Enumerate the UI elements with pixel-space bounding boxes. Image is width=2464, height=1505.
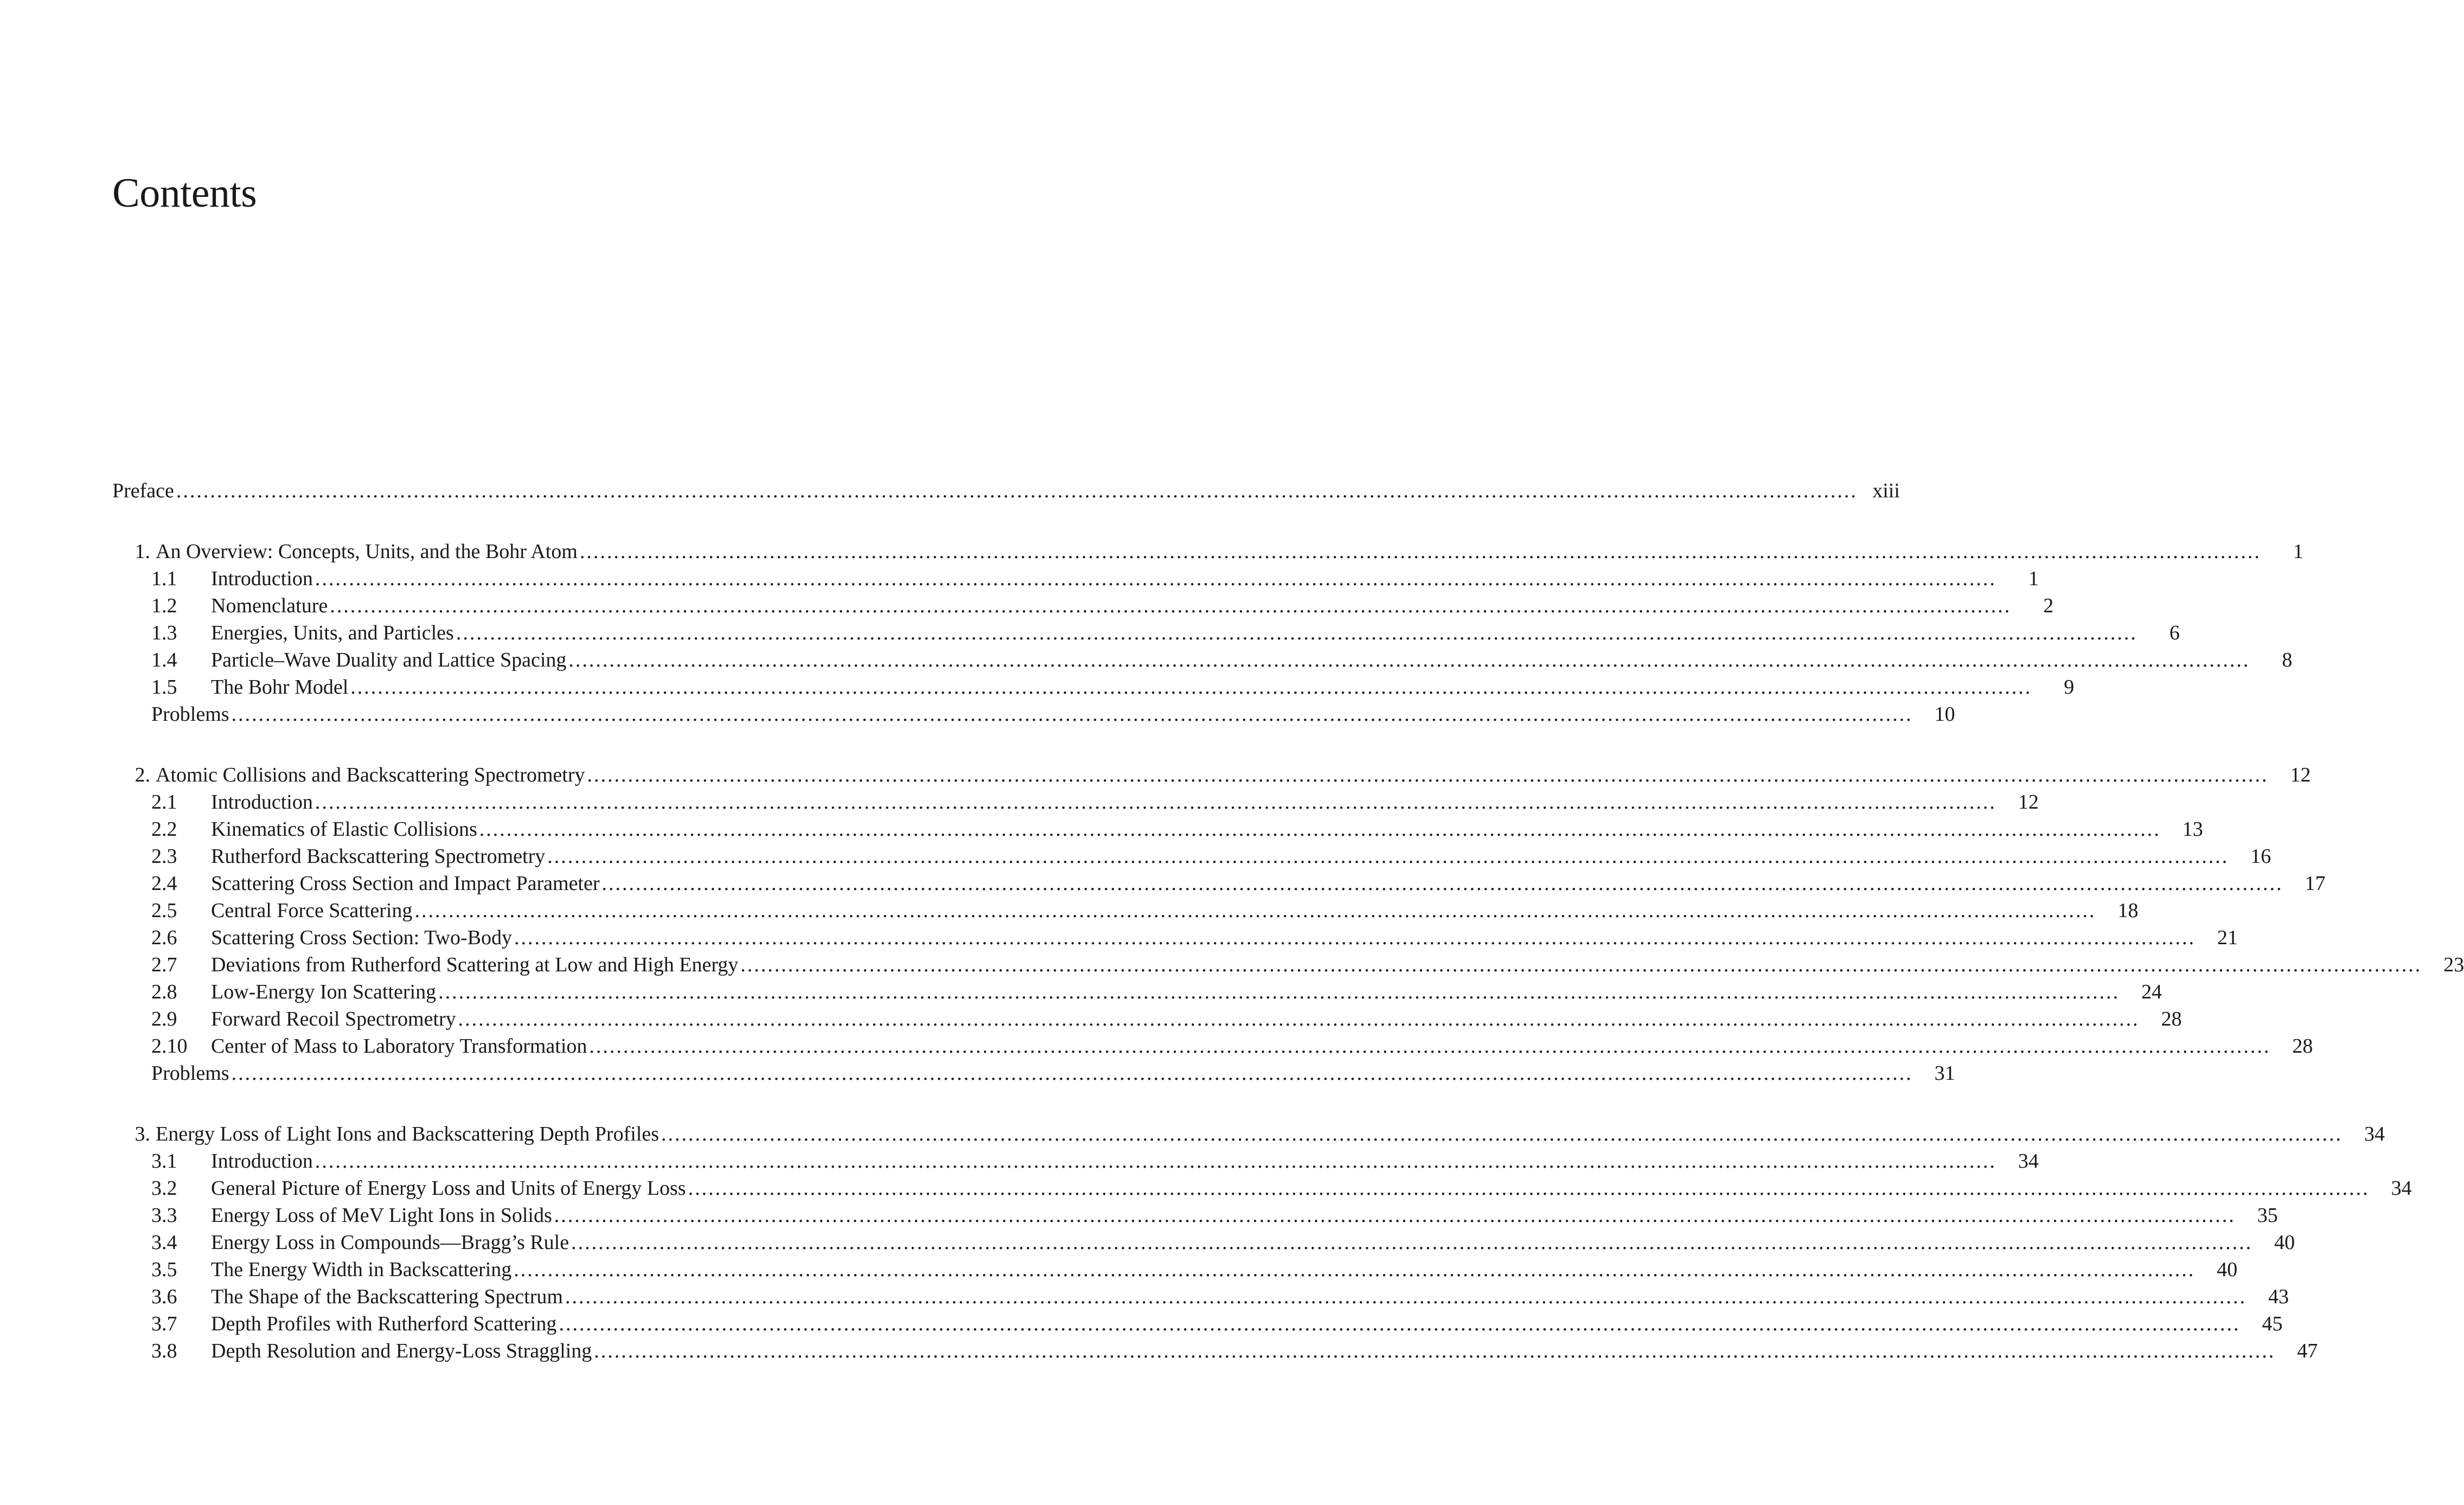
section-title: The Shape of the Backscattering Spectrum (211, 1285, 563, 1308)
dot-leader (740, 951, 2422, 978)
dot-leader (232, 701, 1913, 728)
toc-entry-section[interactable] (112, 870, 2326, 897)
page-number: 1 (2293, 540, 2303, 563)
page-number: 13 (2182, 818, 2203, 841)
preface-label: Preface (112, 479, 174, 502)
page-number: 12 (2290, 764, 2311, 786)
toc-entry-section[interactable] (112, 1033, 2313, 1060)
toc-entry-section[interactable] (112, 1202, 2278, 1229)
section-number: 2.8 (151, 981, 177, 1003)
section-number: 2.4 (151, 872, 177, 895)
section-number: 3.5 (151, 1258, 177, 1281)
dot-leader (438, 978, 2120, 1006)
page-number: 34 (2364, 1123, 2385, 1145)
section-title: The Bohr Model (211, 676, 349, 699)
dot-leader (554, 1202, 2236, 1229)
chapter-spacer (112, 728, 882, 761)
section-number: 1.3 (151, 622, 177, 644)
dot-leader (602, 870, 2283, 897)
toc-entry-section[interactable] (112, 1175, 2412, 1202)
toc-entry-section[interactable] (112, 789, 2039, 816)
page-number: 40 (2217, 1258, 2238, 1281)
section-title: Kinematics of Elastic Collisions (211, 818, 477, 841)
page-number: 9 (2064, 676, 2075, 699)
table-of-contents (112, 477, 2464, 1365)
section-number: 3.2 (151, 1177, 177, 1200)
problems-label: Problems (151, 1062, 229, 1085)
dot-leader (580, 538, 2261, 565)
dot-leader (350, 674, 2032, 701)
page-number: 28 (2161, 1008, 2182, 1030)
toc-entry-section[interactable] (112, 924, 2238, 951)
page-number: 10 (1934, 703, 1955, 726)
dot-leader (661, 1120, 2343, 1148)
toc-entry-section[interactable] (112, 592, 2054, 619)
page-number: 31 (1934, 1062, 1955, 1085)
section-number: 2.9 (151, 1008, 177, 1030)
section-title: Scattering Cross Section and Impact Parameter (211, 872, 600, 895)
section-title: Depth Resolution and Energy-Loss Straggling (211, 1340, 592, 1362)
toc-entry-section[interactable] (112, 1337, 2318, 1365)
page-number: 12 (2018, 791, 2039, 814)
page-number: 21 (2217, 926, 2238, 949)
toc-entry-section[interactable] (112, 619, 2180, 646)
section-title: Energy Loss in Compounds—Bragg’s Rule (211, 1231, 569, 1254)
section-number: 2.6 (151, 926, 177, 949)
section-number: 1.5 (151, 676, 177, 699)
page-number: 6 (2169, 622, 2180, 644)
toc-entry-section[interactable] (112, 674, 2075, 701)
section-number: 1.1 (151, 567, 177, 590)
toc-entry-problems[interactable] (112, 1060, 1955, 1087)
page-number: 1 (2028, 567, 2039, 590)
page-number: 34 (2391, 1177, 2412, 1200)
dot-leader (688, 1175, 2370, 1202)
section-title: Energies, Units, and Particles (211, 622, 454, 644)
section-title: Central Force Scattering (211, 899, 413, 922)
section-number: 3.6 (151, 1285, 177, 1308)
chapter-title: Atomic Collisions and Backscattering Spectrometry (156, 764, 585, 786)
section-title: Depth Profiles with Rutherford Scattering (211, 1312, 557, 1335)
section-number: 3.1 (151, 1150, 177, 1173)
section-title: Rutherford Backscattering Spectrometry (211, 845, 546, 868)
page-number: 28 (2292, 1035, 2313, 1058)
toc-entry-section[interactable] (112, 951, 2464, 978)
chapter-number: 3. (135, 1123, 150, 1145)
page-number: 40 (2274, 1231, 2295, 1254)
toc-entry-preface[interactable] (112, 477, 1900, 504)
dot-leader (547, 843, 2229, 870)
section-number: 3.3 (151, 1204, 177, 1227)
section-number: 1.2 (151, 594, 177, 617)
dot-leader (232, 1060, 1913, 1087)
dot-leader (315, 1148, 1996, 1175)
dot-leader (458, 1006, 2140, 1033)
toc-entry-section[interactable] (112, 646, 2293, 674)
toc-entry-chapter[interactable] (112, 538, 2303, 565)
toc-entry-section[interactable] (112, 1229, 2295, 1256)
section-number: 3.7 (151, 1312, 177, 1335)
section-number: 1.4 (151, 649, 177, 671)
page-number: 8 (2282, 649, 2293, 671)
toc-entry-chapter[interactable] (112, 1120, 2385, 1148)
chapter-title: An Overview: Concepts, Units, and the Bohr Atom (156, 540, 578, 563)
page-number: 43 (2268, 1285, 2289, 1308)
toc-entry-section[interactable] (112, 1310, 2283, 1337)
section-number: 3.4 (151, 1231, 177, 1254)
toc-entry-section[interactable] (112, 1283, 2289, 1310)
chapter-title: Energy Loss of Light Ions and Backscattering Depth Profiles (156, 1123, 659, 1145)
dot-leader (456, 619, 2137, 646)
section-title: Energy Loss of MeV Light Ions in Solids (211, 1204, 552, 1227)
toc-entry-section[interactable] (112, 1006, 2182, 1033)
section-title: Center of Mass to Laboratory Transformation (211, 1035, 587, 1058)
section-title: Introduction (211, 791, 313, 814)
page-number: 16 (2250, 845, 2271, 868)
section-title: Introduction (211, 567, 313, 590)
section-number: 2.7 (151, 953, 177, 976)
dot-leader (587, 761, 2269, 789)
section-title: Scattering Cross Section: Two-Body (211, 926, 512, 949)
toc-entry-chapter[interactable] (112, 761, 2311, 789)
page-title: Contents (112, 170, 257, 216)
section-title: Introduction (211, 1150, 313, 1173)
toc-entry-section[interactable] (112, 816, 2203, 843)
chapter-spacer (112, 1087, 882, 1120)
dot-leader (479, 816, 2161, 843)
section-title: Forward Recoil Spectrometry (211, 1008, 456, 1030)
dot-leader (315, 789, 1996, 816)
dot-leader (589, 1033, 2270, 1060)
page-number: 24 (2141, 981, 2162, 1003)
toc-entry-section[interactable] (112, 565, 2039, 592)
section-title: Low-Energy Ion Scattering (211, 981, 437, 1003)
dot-leader (568, 646, 2250, 674)
section-number: 2.1 (151, 791, 177, 814)
section-number: 2.2 (151, 818, 177, 841)
dot-leader (514, 1256, 2195, 1283)
section-number: 2.3 (151, 845, 177, 868)
toc-entry-problems[interactable] (112, 701, 1955, 728)
page-number: 34 (2018, 1150, 2039, 1173)
page-number: xiii (1872, 479, 1900, 502)
section-title: The Energy Width in Backscattering (211, 1258, 512, 1281)
section-title: Nomenclature (211, 594, 328, 617)
section-number: 2.10 (151, 1035, 188, 1058)
dot-leader (565, 1283, 2247, 1310)
toc-entry-section[interactable] (112, 843, 2271, 870)
section-number: 3.8 (151, 1340, 177, 1362)
dot-leader (514, 924, 2196, 951)
section-title: General Picture of Energy Loss and Units of Energy Loss (211, 1177, 686, 1200)
page-number: 18 (2117, 899, 2139, 922)
page-number: 2 (2043, 594, 2054, 617)
problems-label: Problems (151, 703, 229, 726)
dot-leader (176, 477, 1858, 504)
dot-leader (594, 1337, 2275, 1365)
dot-leader (330, 592, 2011, 619)
dot-leader (559, 1310, 2240, 1337)
section-title: Particle–Wave Duality and Lattice Spacing (211, 649, 567, 671)
page-number: 45 (2262, 1312, 2283, 1335)
toc-entry-section[interactable] (112, 897, 2139, 924)
page-number: 35 (2257, 1204, 2278, 1227)
toc-entry-section[interactable] (112, 1148, 2039, 1175)
dot-leader (414, 897, 2096, 924)
section-title: Deviations from Rutherford Scattering at Low and High Energy (211, 953, 739, 976)
toc-entry-section[interactable] (112, 1256, 2238, 1283)
page-number: 23 (2443, 953, 2464, 976)
page-number: 17 (2305, 872, 2326, 895)
chapter-number: 1. (135, 540, 150, 563)
toc-entry-section[interactable] (112, 978, 2162, 1006)
page-number: 47 (2297, 1340, 2318, 1362)
dot-leader (315, 565, 1996, 592)
chapter-number: 2. (135, 764, 150, 786)
section-number: 2.5 (151, 899, 177, 922)
dot-leader (571, 1229, 2252, 1256)
chapter-spacer (112, 504, 882, 538)
